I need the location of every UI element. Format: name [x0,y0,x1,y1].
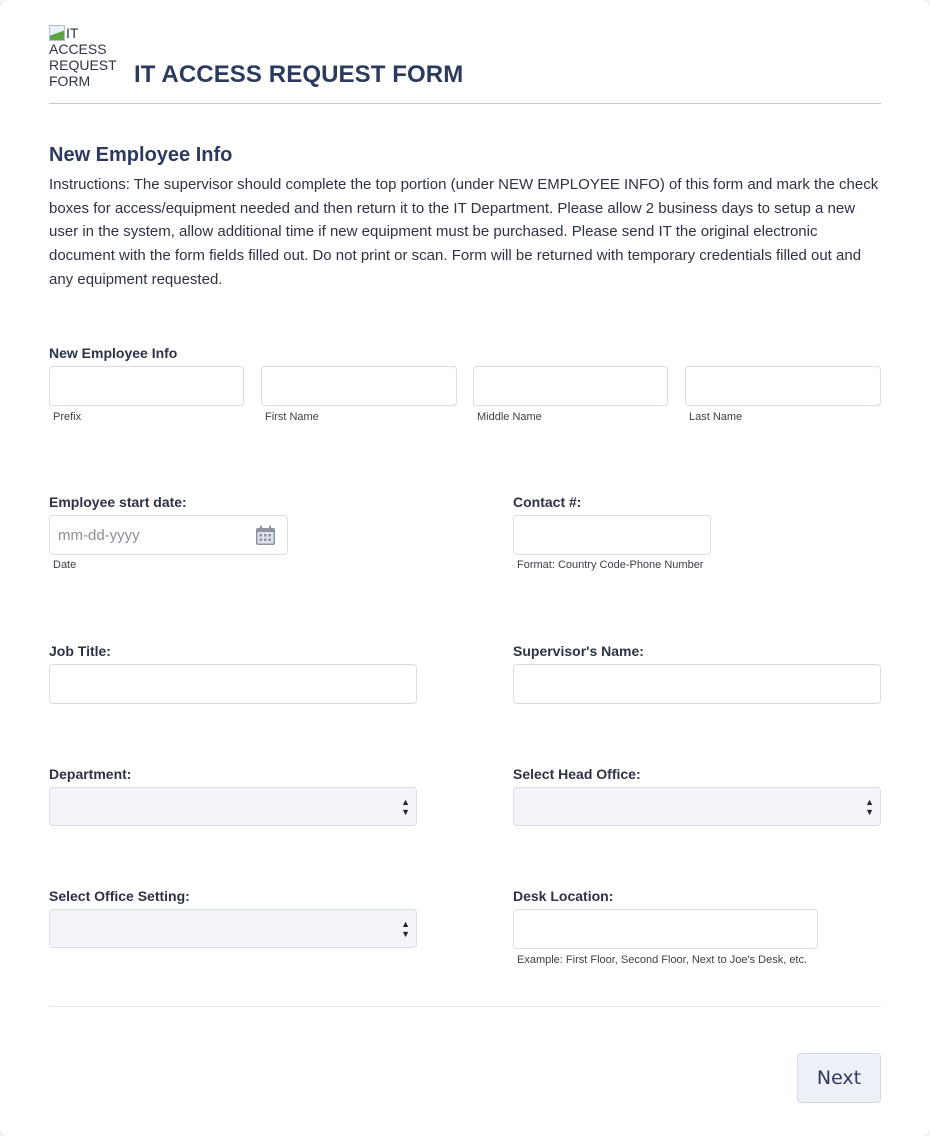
last-name-sublabel: Last Name [689,411,743,423]
logo-alt-line: ACCESS [49,41,107,57]
start-date-label: Employee start date: [49,494,187,510]
supervisor-input[interactable] [513,664,881,704]
section-title: New Employee Info [49,144,233,166]
office-setting-label: Select Office Setting: [49,888,190,904]
select-arrows-icon: ▲ ▼ [401,797,410,817]
middle-name-input[interactable] [473,366,668,406]
job-title-input[interactable] [49,664,417,704]
prefix-sublabel: Prefix [53,411,82,423]
form-header [49,25,881,104]
first-name-input[interactable] [261,366,457,406]
prefix-input[interactable] [49,366,244,406]
contact-input[interactable] [513,515,711,555]
contact-sublabel: Format: Country Code-Phone Number [517,559,704,571]
logo-alt-line: IT [66,25,79,41]
logo-alt-line: REQUEST [49,57,117,73]
head-office-select[interactable] [513,787,881,826]
form-title: IT ACCESS REQUEST FORM [134,61,464,88]
first-name-sublabel: First Name [265,411,319,423]
name-label: New Employee Info [49,345,178,361]
next-button[interactable]: Next [797,1053,881,1103]
broken-image-icon [49,25,65,41]
office-setting-select[interactable] [49,909,417,948]
department-label: Department: [49,766,132,782]
desk-location-sublabel: Example: First Floor, Second Floor, Next to Joe's Desk, etc. [517,954,808,966]
select-arrows-icon: ▲ ▼ [865,797,874,817]
footer-divider [49,1006,881,1007]
supervisor-label: Supervisor's Name: [513,643,644,659]
logo-alt-line: FORM [49,73,91,89]
select-arrows-icon: ▲ ▼ [401,919,410,939]
job-title-label: Job Title: [49,643,111,659]
start-date-sublabel: Date [53,559,77,571]
instructions-text: Instructions: The supervisor should complete the top portion (under NEW EMPLOYEE INFO) of this form and mark the check boxes for access/equipment needed and then return it to the IT Department. Please allow 2 business days to setup a new user in the system, allow additional time if new equipment must be purchased. Please send IT the original electronic document with the form fields filled out. Do not print or scan. Form will be returned with temporary credentials filled out and any equipment requested. [49,176,879,288]
desk-location-input[interactable] [513,909,818,949]
desk-location-label: Desk Location: [513,888,614,904]
last-name-input[interactable] [685,366,881,406]
calendar-icon[interactable] [255,525,276,546]
contact-label: Contact #: [513,494,582,510]
logo-image-broken [49,25,123,89]
middle-name-sublabel: Middle Name [477,411,542,423]
start-date-input[interactable] [49,515,288,555]
department-select[interactable] [49,787,417,826]
head-office-label: Select Head Office: [513,766,641,782]
